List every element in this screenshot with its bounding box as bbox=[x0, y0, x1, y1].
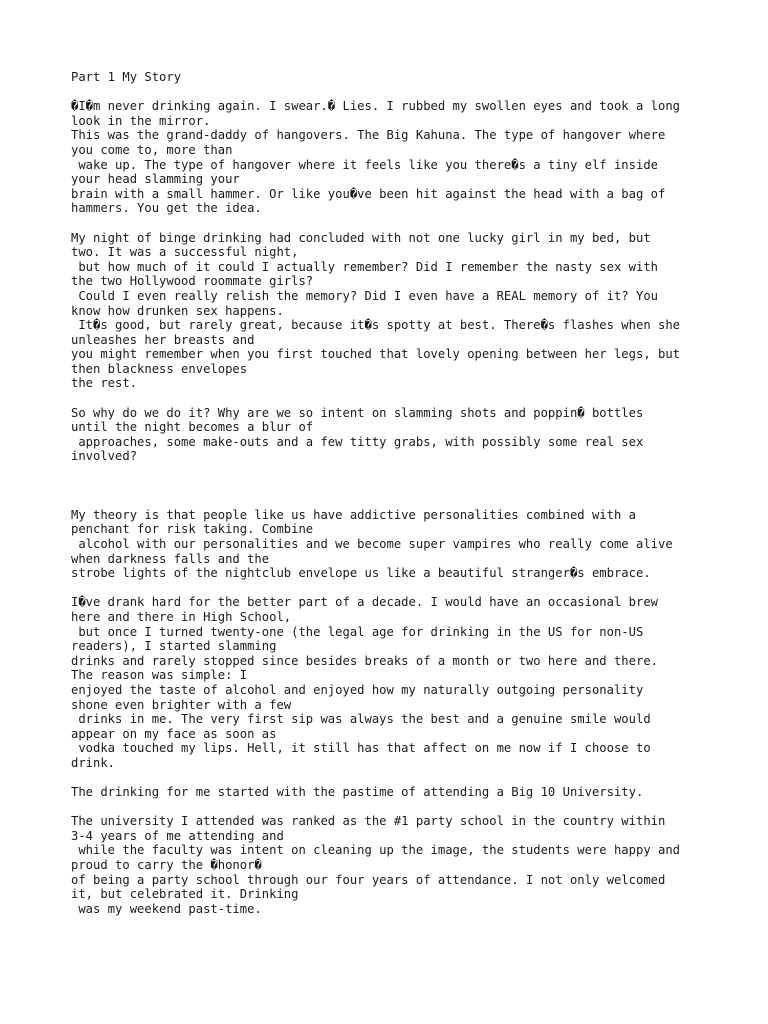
paragraph-5 bbox=[71, 595, 711, 770]
text-line: proud to carry the �honor� bbox=[71, 858, 262, 873]
text-line: look in the mirror. bbox=[71, 113, 211, 128]
text-line: you come to, more than bbox=[71, 142, 233, 157]
text-line: unleashes her breasts and bbox=[71, 332, 255, 347]
text-line: but how much of it could I actually remember? Did I remember the nasty sex with bbox=[71, 259, 658, 274]
text-line: you might remember when you first touched that lovely opening between her legs, but bbox=[71, 347, 681, 362]
text-line: here and there in High School, bbox=[71, 609, 292, 624]
text-line: My theory is that people like us have addictive personalities combined with a bbox=[71, 507, 636, 522]
text-line: was my weekend past-time. bbox=[71, 901, 262, 916]
document-title: Part 1 My Story bbox=[71, 70, 182, 84]
text-line: drink. bbox=[71, 755, 116, 770]
text-line: enjoyed the taste of alcohol and enjoyed how my naturally outgoing personality bbox=[71, 682, 644, 697]
paragraph-1 bbox=[71, 99, 711, 216]
text-line: know how drunken sex happens. bbox=[71, 303, 284, 318]
paragraph-6 bbox=[71, 785, 711, 800]
paragraph-2 bbox=[71, 231, 711, 392]
text-line: your head slamming your bbox=[71, 172, 240, 187]
text-line: The university I attended was ranked as the #1 party school in the country within bbox=[71, 814, 666, 829]
text-line: �I�m never drinking again. I swear.� Lies. I rubbed my swollen eyes and took a long bbox=[71, 99, 681, 114]
text-line: the two Hollywood roommate girls? bbox=[71, 274, 314, 289]
paragraph-4 bbox=[71, 508, 711, 581]
text-line: vodka touched my lips. Hell, it still has that affect on me now if I choose to bbox=[71, 741, 651, 756]
text-line: readers), I started slamming bbox=[71, 639, 277, 654]
text-line: I�ve drank hard for the better part of a decade. I would have an occasional brew bbox=[71, 595, 658, 610]
text-line: brain with a small hammer. Or like you�ve been hit against the head with a bag of bbox=[71, 186, 666, 201]
text-line: of being a party school through our four years of attendance. I not only welcomed bbox=[71, 872, 666, 887]
text-line: appear on my face as soon as bbox=[71, 726, 277, 741]
text-line: hammers. You get the idea. bbox=[71, 201, 262, 216]
text-line: Could I even really relish the memory? Did I even have a REAL memory of it? You bbox=[71, 288, 658, 303]
text-line: drinks and rarely stopped since besides breaks of a month or two here and there. bbox=[71, 653, 658, 668]
text-line: approaches, some make-outs and a few titty grabs, with possibly some real sex bbox=[71, 434, 644, 449]
text-line: It�s good, but rarely great, because it�s spotty at best. There�s flashes when she bbox=[71, 318, 681, 333]
text-line: 3-4 years of me attending and bbox=[71, 828, 284, 843]
text-line: while the faculty was intent on cleaning up the image, the students were happy and bbox=[71, 843, 681, 858]
paragraph-7 bbox=[71, 814, 711, 916]
text-line: it, but celebrated it. Drinking bbox=[71, 887, 299, 902]
text-line: strobe lights of the nightclub envelope us like a beautiful stranger�s embrace. bbox=[71, 566, 651, 581]
text-line: shone even brighter with a few bbox=[71, 697, 292, 712]
text-line: involved? bbox=[71, 449, 138, 464]
text-line: drinks in me. The very first sip was always the best and a genuine smile would bbox=[71, 712, 651, 727]
text-line: when darkness falls and the bbox=[71, 551, 270, 566]
text-line: alcohol with our personalities and we become super vampires who really come alive bbox=[71, 537, 673, 552]
text-line: then blackness envelopes bbox=[71, 361, 248, 376]
text-line: but once I turned twenty-one (the legal age for drinking in the US for non-US bbox=[71, 624, 644, 639]
text-line: the rest. bbox=[71, 376, 138, 391]
text-line: So why do we do it? Why are we so intent on slamming shots and poppin� bottles bbox=[71, 405, 644, 420]
paragraph-3 bbox=[71, 406, 711, 464]
text-line: My night of binge drinking had concluded with not one lucky girl in my bed, but bbox=[71, 230, 651, 245]
text-line: wake up. The type of hangover where it feels like you there�s a tiny elf inside bbox=[71, 157, 658, 172]
text-line: two. It was a successful night, bbox=[71, 245, 299, 260]
text-line: penchant for risk taking. Combine bbox=[71, 522, 314, 537]
text-line: The reason was simple: I bbox=[71, 668, 248, 683]
text-line: until the night becomes a blur of bbox=[71, 420, 314, 435]
text-line: This was the grand-daddy of hangovers. The Big Kahuna. The type of hangover where bbox=[71, 128, 666, 143]
document-page bbox=[71, 70, 711, 931]
text-line: The drinking for me started with the pastime of attending a Big 10 University. bbox=[71, 785, 644, 800]
